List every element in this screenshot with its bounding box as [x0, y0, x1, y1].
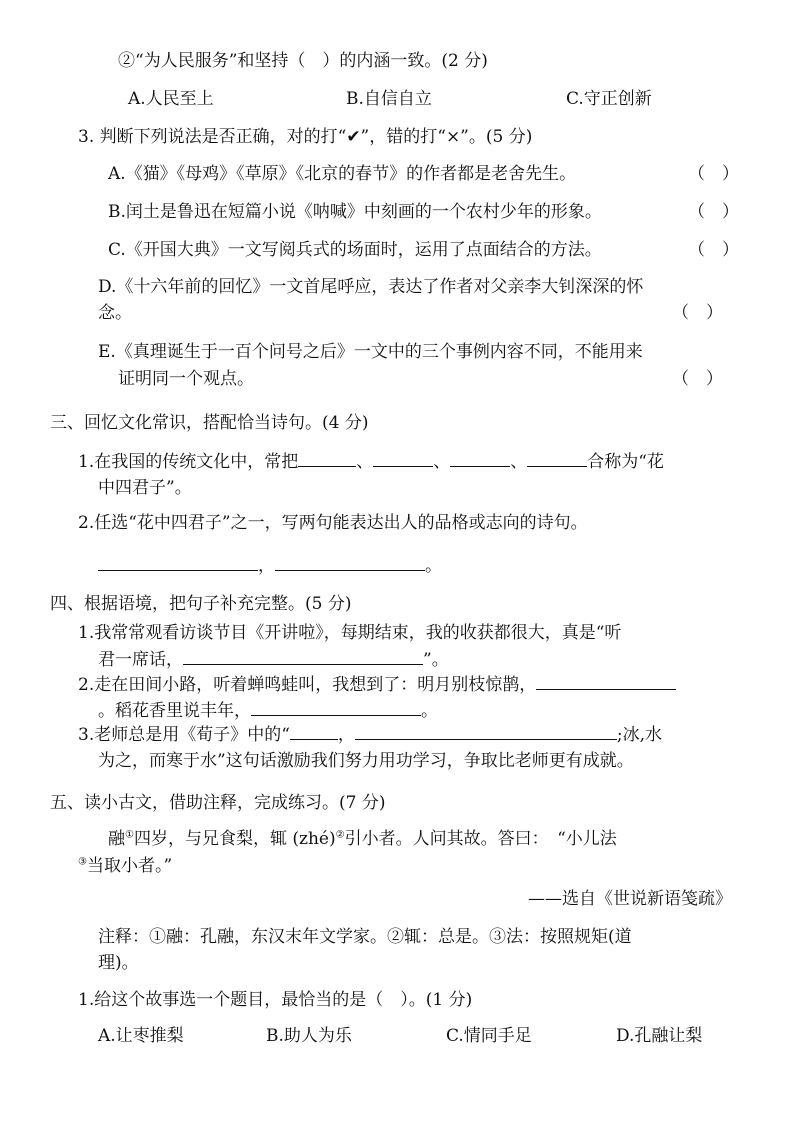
- s4-q2-line1: [78, 673, 676, 696]
- s5-note-mark-2: ②: [335, 829, 345, 841]
- s4-q3-line1: [78, 723, 662, 746]
- s5-passage-text-d: 当取小者。”: [86, 856, 173, 876]
- q3-item-e-line1: E.《真理诞生于一百个问号之后》一文中的三个事例内容不同，不能用来: [98, 342, 643, 362]
- s4-q2-text-b: 。稻花香里说丰年，: [98, 701, 251, 721]
- s3-q2-period: 。: [425, 556, 442, 576]
- s5-passage-line2: [78, 855, 172, 877]
- q3-stem: 3. 判断下列说法是否正确，对的打“✔”，错的打“×”。(5 分): [78, 127, 533, 147]
- s4-q3-line2: 为之，而寒于水”这句话激励我们努力用功学习，争取比老师更有成就。: [98, 751, 634, 771]
- s4-q1-blank[interactable]: [183, 648, 423, 665]
- s3-q1-sep-1: 、: [356, 452, 374, 472]
- s4-q1-line1: 1.我常常观看访谈节目《开讲啦》，每期结束，我的收获都很大，真是“听: [78, 623, 622, 643]
- s3-q1-blank-3[interactable]: [450, 450, 510, 467]
- s3-q2: 2.任选“花中四君子”之一，写两句能表达出人的品格或志向的诗句。: [78, 513, 588, 533]
- s4-q2-blank-1[interactable]: [536, 673, 676, 690]
- section-5-title: 五、读小古文，借助注释，完成练习。(7 分): [50, 793, 386, 813]
- s5-q1: 1.给这个故事选一个题目，最恰当的是（ ）。(1 分): [78, 990, 473, 1010]
- s5-passage-line1: [108, 828, 617, 850]
- s3-q2-comma: ，: [258, 556, 275, 576]
- section-4-title: 四、根据语境，把句子补充完整。(5 分): [50, 594, 352, 614]
- s3-q1-text-a: 1.在我国的传统文化中，常把: [78, 452, 299, 472]
- s4-q3-text-a: 3.老师总是用《荀子》中的“: [78, 725, 290, 745]
- s4-q1-line2: [98, 648, 449, 671]
- s4-q2-blank-2[interactable]: [251, 699, 421, 716]
- q2-2-stem: ②“为人民服务”和坚持（ ）的内涵一致。(2 分): [118, 51, 488, 71]
- s3-q1-sep-3: 、: [510, 452, 528, 472]
- s3-q1-sep-2: 、: [433, 452, 451, 472]
- s3-q1-blank-2[interactable]: [373, 450, 433, 467]
- s4-q1-text-c: ”。: [423, 650, 449, 670]
- s4-q2-text-a: 2.走在田间小路，听着蝉鸣蛙叫，我想到了：明月别枝惊鹊，: [78, 675, 537, 695]
- s5-note-mark-3: ③: [78, 856, 87, 868]
- s3-q1-line1: [78, 450, 664, 473]
- q3-item-c: C.《开国大典》一文写阅兵式的场面时，运用了点面结合的方法。: [108, 240, 602, 260]
- s5-notes-line1: 注释：①融：孔融，东汉末年文学家。②辄：总是。③法：按照规矩(道: [98, 927, 632, 947]
- s5-q1-option-a: A.让枣推梨: [98, 1026, 184, 1046]
- q2-2-option-a: A.人民至上: [128, 89, 214, 109]
- s3-q1-blank-1[interactable]: [298, 450, 356, 467]
- q3-item-d-line2: 念。: [98, 303, 132, 323]
- s4-q2-line2: [98, 699, 438, 722]
- q3-item-a: A.《猫》《母鸡》《草原》《北京的春节》的作者都是老舍先生。: [108, 164, 577, 184]
- s4-q1-text-b: 君一席话，: [98, 650, 183, 670]
- s4-q3-text-b: ;冰,水: [616, 725, 663, 745]
- q3-item-b-paren[interactable]: （ ）: [688, 202, 739, 222]
- s3-q1-text-b: 合称为“花: [587, 452, 664, 472]
- s3-q1-line2: 中四君子”。: [98, 478, 192, 498]
- s5-q1-option-d: D.孔融让梨: [616, 1026, 703, 1046]
- q3-item-e-paren[interactable]: （ ）: [672, 369, 723, 389]
- s4-q3-blank-2[interactable]: [355, 723, 617, 740]
- s4-q2-text-c: 。: [421, 701, 438, 721]
- q2-2-option-c: C.守正创新: [566, 89, 652, 109]
- q3-item-c-paren[interactable]: （ ）: [688, 240, 739, 260]
- s5-q1-option-c: C.情同手足: [446, 1026, 532, 1046]
- s5-notes-line2: 理)。: [98, 953, 139, 973]
- s3-q1-blank-4[interactable]: [527, 450, 587, 467]
- q3-item-d-line1: D.《十六年前的回忆》一文首尾呼应，表达了作者对父亲李大钊深深的怀: [98, 277, 644, 297]
- q3-item-e-line2: 证明同一个观点。: [118, 369, 254, 389]
- s5-passage-text-a: 融: [108, 829, 125, 849]
- s4-q3-comma: ，: [337, 725, 355, 745]
- q3-item-b: B.闰土是鲁迅在短篇小说《呐喊》中刻画的一个农村少年的形象。: [108, 202, 602, 222]
- s5-source: ——选自《世说新语笺疏》: [528, 889, 732, 909]
- s3-q2-blank-2[interactable]: [275, 554, 425, 571]
- q2-2-option-b: B.自信自立: [346, 89, 432, 109]
- s3-q2-blank-1[interactable]: [98, 554, 258, 571]
- s5-passage-text-c: 引小者。人问其故。答曰： “小儿法: [344, 829, 617, 849]
- s5-q1-option-b: B.助人为乐: [266, 1026, 352, 1046]
- section-3-title: 三、回忆文化常识，搭配恰当诗句。(4 分): [50, 413, 369, 433]
- s4-q3-blank-1[interactable]: [290, 723, 338, 740]
- s5-passage-text-b: 四岁，与兄食梨，辄 (zhé): [133, 829, 336, 849]
- s3-q2-answer-line: [98, 554, 442, 577]
- q3-item-a-paren[interactable]: （ ）: [688, 164, 739, 184]
- q3-item-d-paren[interactable]: （ ）: [672, 303, 723, 323]
- s5-note-mark-1: ①: [125, 829, 134, 841]
